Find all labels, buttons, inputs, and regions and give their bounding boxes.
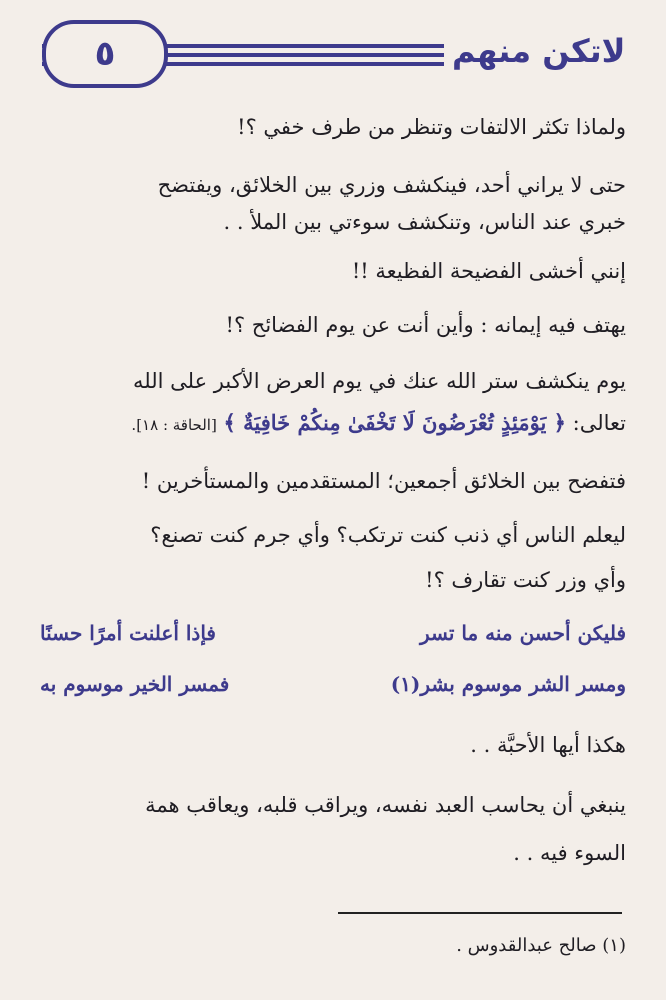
text-line: يهتف فيه إيمانه : وأين أنت عن يوم الفضائح ؟! xyxy=(225,313,626,337)
text-line: حتى لا يراني أحد، فينكشف وزري بين الخلائق، ويفتضح xyxy=(157,173,626,197)
book-title: لاتكن منهم xyxy=(444,28,654,74)
quran-verse: ﴿ يَوْمَئِذٍ تُعْرَضُونَ لَا تَخْفَىٰ مِنكُمْ خَافِيَةٌ ﴾ xyxy=(223,410,566,435)
text-line: السوء فيه . . xyxy=(513,841,626,865)
quran-line xyxy=(40,408,626,440)
text-line: فتفضح بين الخلائق أجمعين؛ المستقدمين والمستأخرين ! xyxy=(141,469,626,493)
verse-hemistich: فليكن أحسن منه ما تسر xyxy=(419,621,626,645)
poetry-verse xyxy=(40,672,626,704)
text-line: هكذا أيها الأحبَّة . . xyxy=(470,733,626,757)
verse-hemistich: ومسر الشر موسوم بشر(١) xyxy=(390,672,626,696)
footnote-divider xyxy=(338,912,622,914)
verse-hemistich: فإذا أعلنت أمرًا حسنًا xyxy=(40,621,216,645)
quran-prefix: تعالى: xyxy=(572,411,626,435)
quran-reference: [الحاقة : ١٨]. xyxy=(131,416,217,434)
text-line: ينبغي أن يحاسب العبد نفسه، ويراقب قلبه، ويعاقب همة xyxy=(145,793,626,817)
text-line: وأي وزر كنت تقارف ؟! xyxy=(425,568,626,592)
text-line: يوم ينكشف ستر الله عنك في يوم العرض الأكبر على الله xyxy=(133,369,626,393)
text-line: إنني أخشى الفضيحة الفظيعة !! xyxy=(351,259,626,283)
footnote: (١) صالح عبدالقدوس . xyxy=(456,935,626,956)
text-line: ولماذا تكثر الالتفات وتنظر من طرف خفي ؟! xyxy=(237,115,626,139)
page-number: ٥ xyxy=(94,34,116,74)
text-line: ليعلم الناس أي ذنب كنت ترتكب؟ وأي جرم كنت تصنع؟ xyxy=(150,523,626,547)
body-text xyxy=(40,0,626,1000)
text-line: خبري عند الناس، وتنكشف سوءتي بين الملأ . . xyxy=(223,210,626,234)
verse-hemistich: فمسر الخير موسوم به xyxy=(40,672,230,696)
poetry-verse xyxy=(40,621,626,653)
